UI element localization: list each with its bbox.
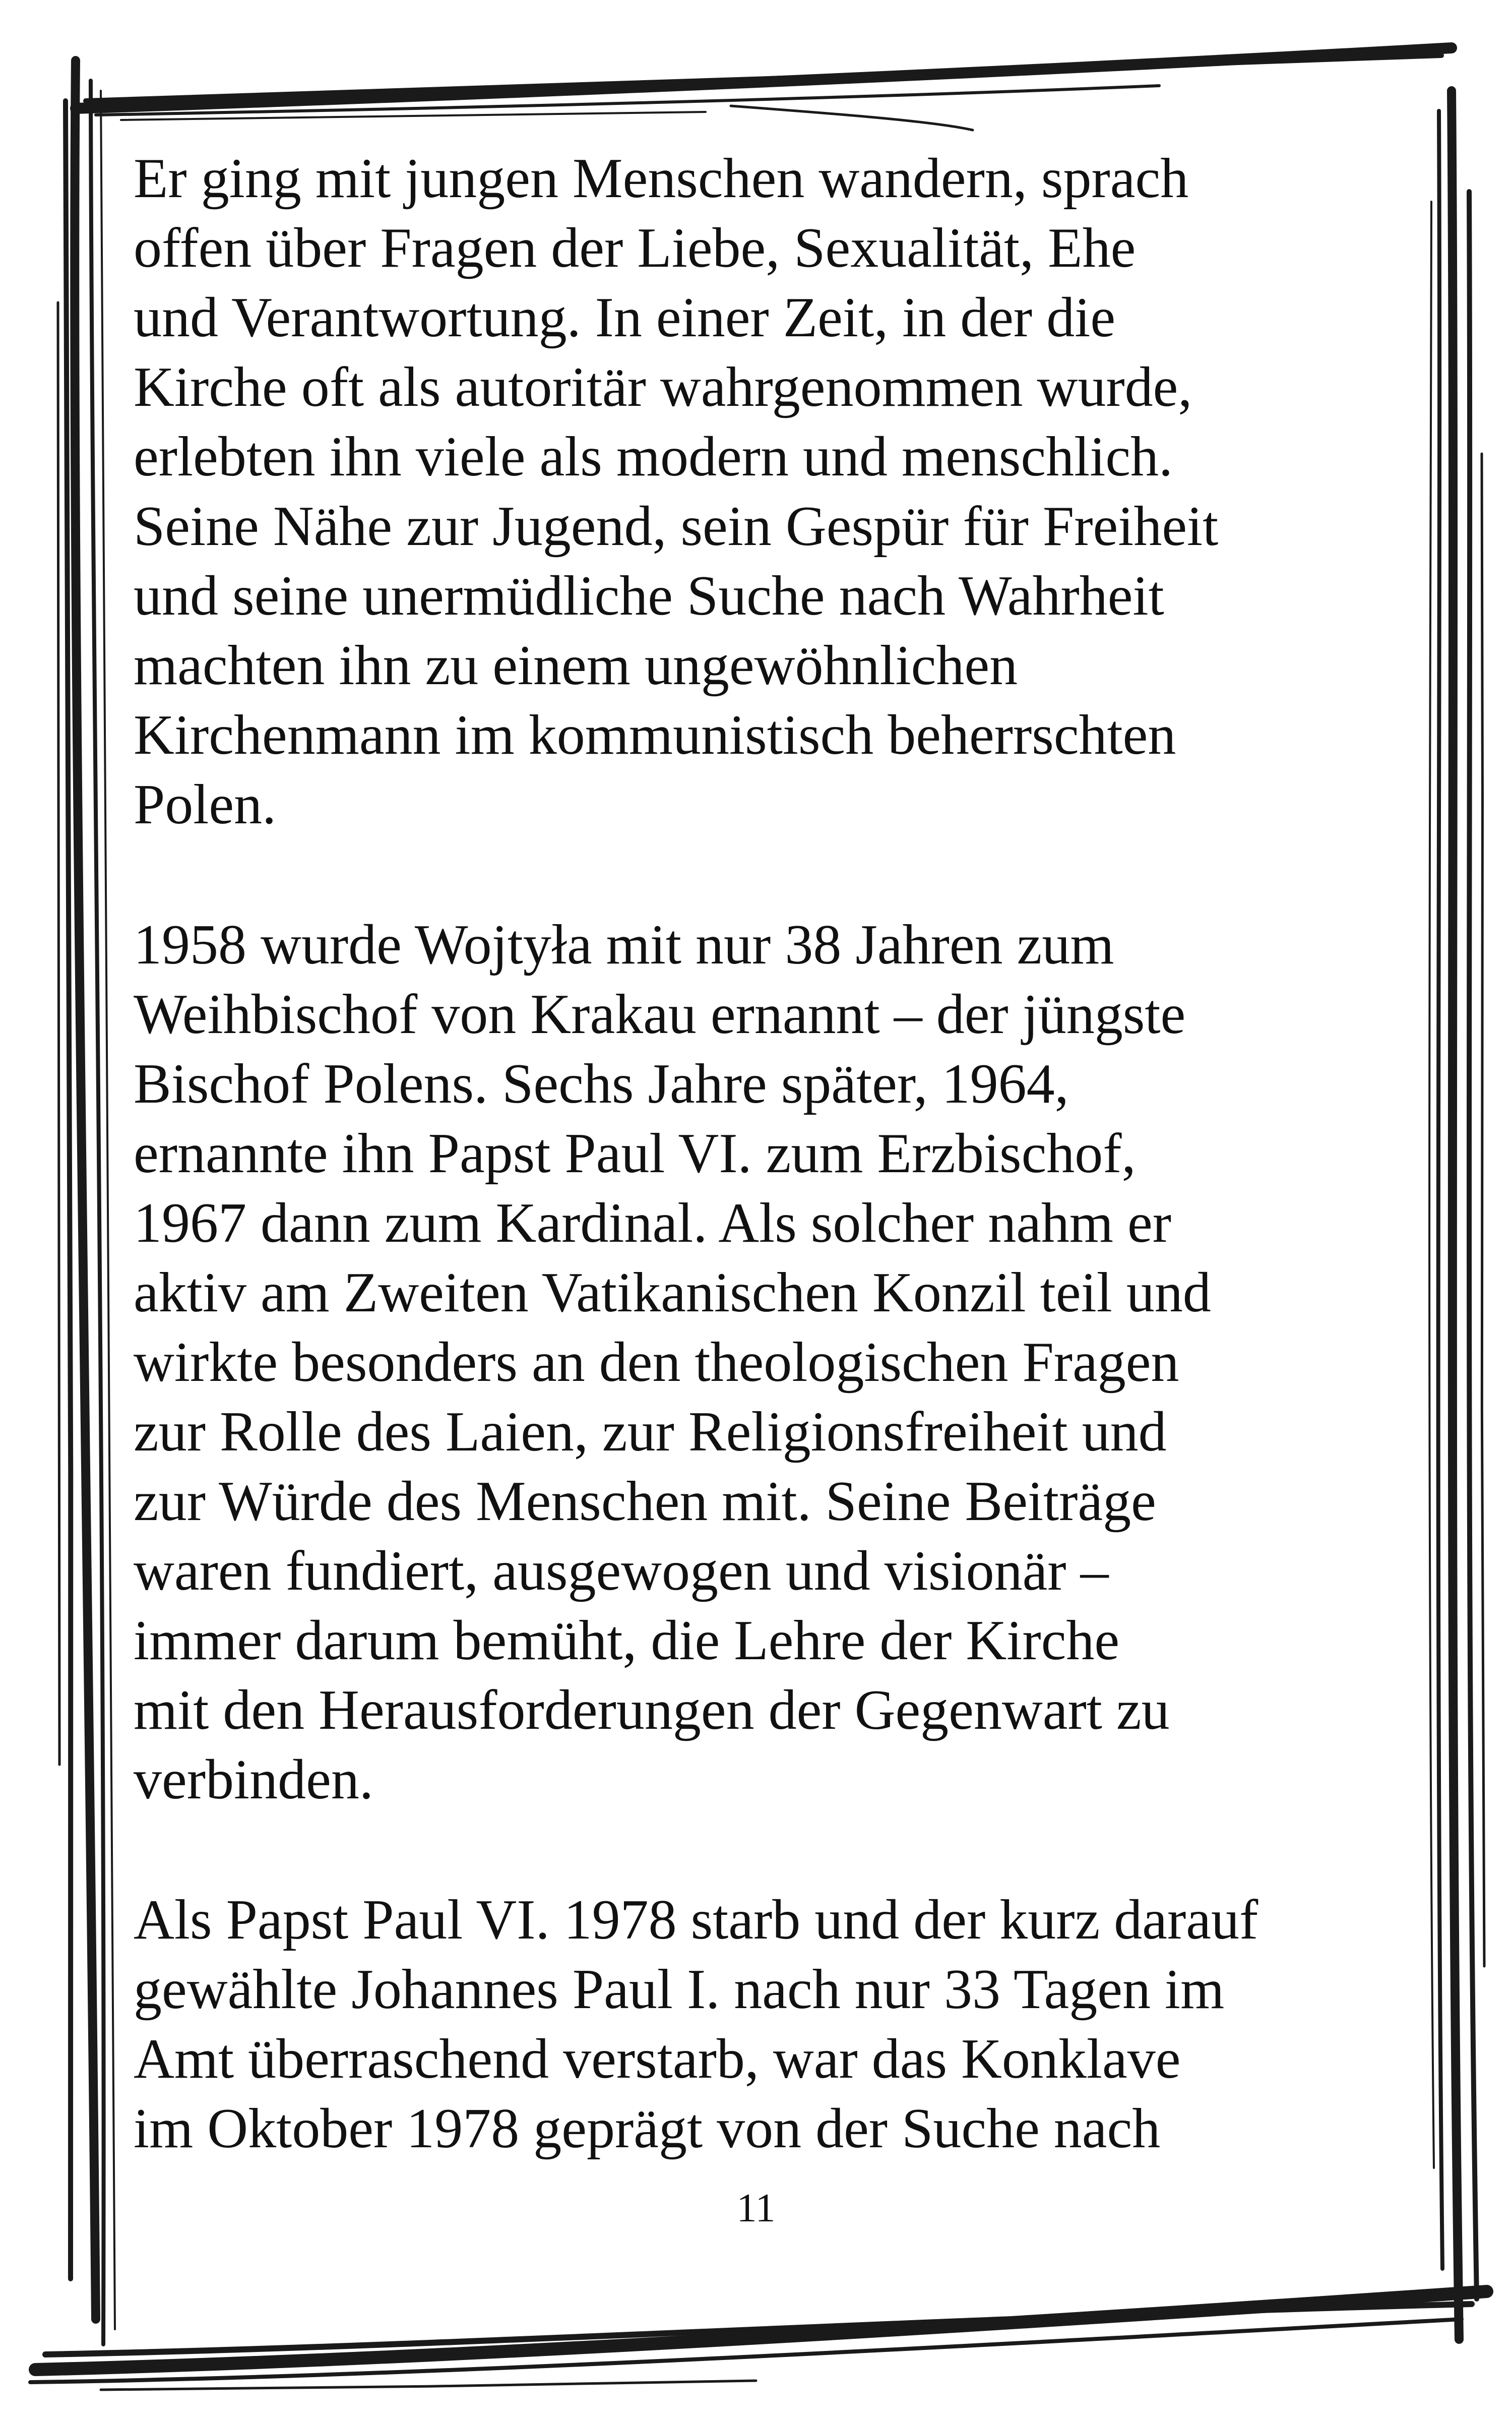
paragraph-1: Er ging mit jungen Menschen wandern, sprach offen über Fragen der Liebe, Sexualität, Ehe und Verantwortung. In einer Zeit, in der die Kirche oft als autoritär wahrgenommen wurde, erlebten ihn viele als modern und menschlich. Seine Nähe zur Jugend, sein Gespür für Freiheit und seine unermüdliche Suche nach Wahrheit machten ihn zu einem ungewöhnlichen Kirchenmann im kommunistisch beherrschten Polen. xyxy=(134,147,1219,836)
paragraph-3: Als Papst Paul VI. 1978 starb und der kurz darauf gewählte Johannes Paul I. nach nur 33 Tagen im Amt überraschend verstarb, war das Konklave im Oktober 1978 geprägt von der Suche nach xyxy=(134,1889,1258,2160)
page-number: 11 xyxy=(736,2186,776,2230)
paragraph-2: 1958 wurde Wojtyła mit nur 38 Jahren zum Weihbischof von Krakau ernannt – der jüngste Bischof Polens. Sechs Jahre später, 1964, ernannte ihn Papst Paul VI. zum Erzbischof, 1967 dann zum Kardinal. Als solcher nahm er aktiv am Zweiten Vatikanischen Konzil teil und wirkte besonders an den theologischen Fragen zur Rolle des Laien, zur Religionsfreiheit und zur Würde des Menschen mit. Seine Beiträge waren fundiert, ausgewogen und visionär – immer darum bemüht, die Lehre der Kirche mit den Herausforderungen der Gegenwart zu verbinden. xyxy=(134,914,1211,1811)
page-body xyxy=(134,144,1419,2163)
